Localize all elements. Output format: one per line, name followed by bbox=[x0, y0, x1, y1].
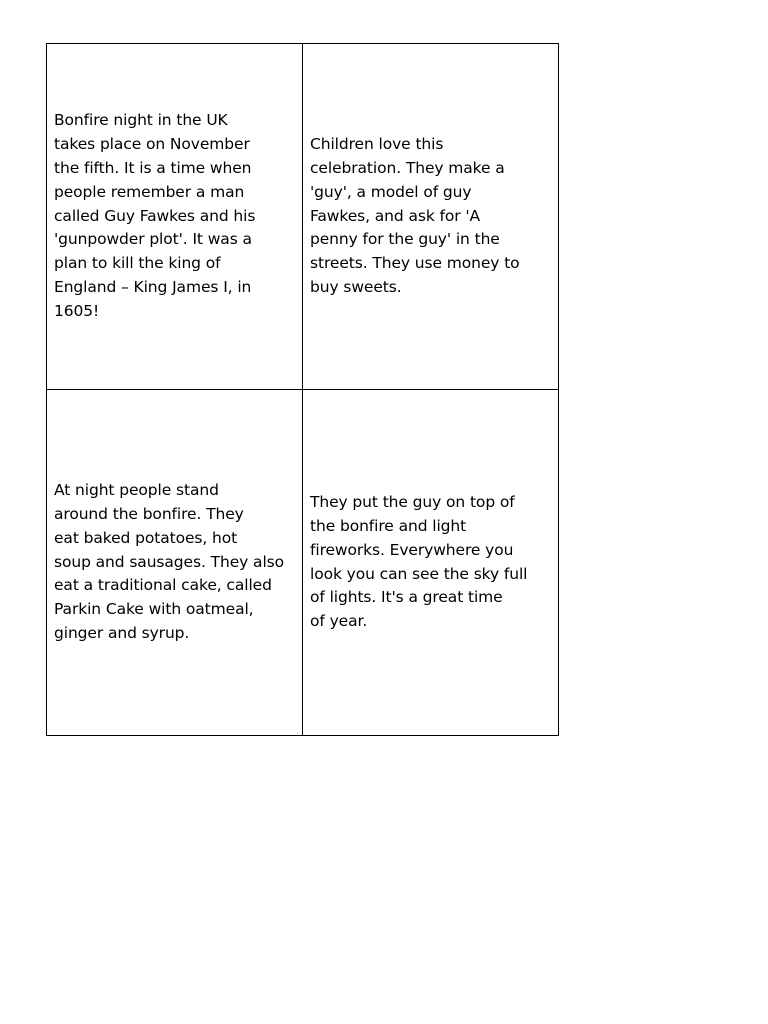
card-text: They put the guy on top of the bonfire and light fireworks. Everywhere you look you can see the sky full of lights. It's a great time of year. bbox=[310, 493, 528, 631]
card-cell-4 bbox=[303, 390, 559, 736]
card-text: Children love this celebration. They make a 'guy', a model of guy Fawkes, and ask for 'A penny for the guy' in the streets. They use money to buy sweets. bbox=[310, 135, 520, 296]
card-cell-1 bbox=[47, 44, 303, 390]
card-cell-3 bbox=[47, 390, 303, 736]
card-text: Bonfire night in the UK takes place on November the fifth. It is a time when people remember a man called Guy Fawkes and his 'gunpowder plot'. It was a plan to kill the king of England – King James I, in 1605! bbox=[54, 111, 256, 320]
card-cell-2 bbox=[303, 44, 559, 390]
card-text: At night people stand around the bonfire. They eat baked potatoes, hot soup and sausages. They also eat a traditional cake, called Parkin Cake with oatmeal, ginger and syrup. bbox=[54, 481, 285, 642]
reading-cards-table bbox=[46, 43, 559, 736]
table-row bbox=[47, 390, 559, 736]
table-row bbox=[47, 44, 559, 390]
